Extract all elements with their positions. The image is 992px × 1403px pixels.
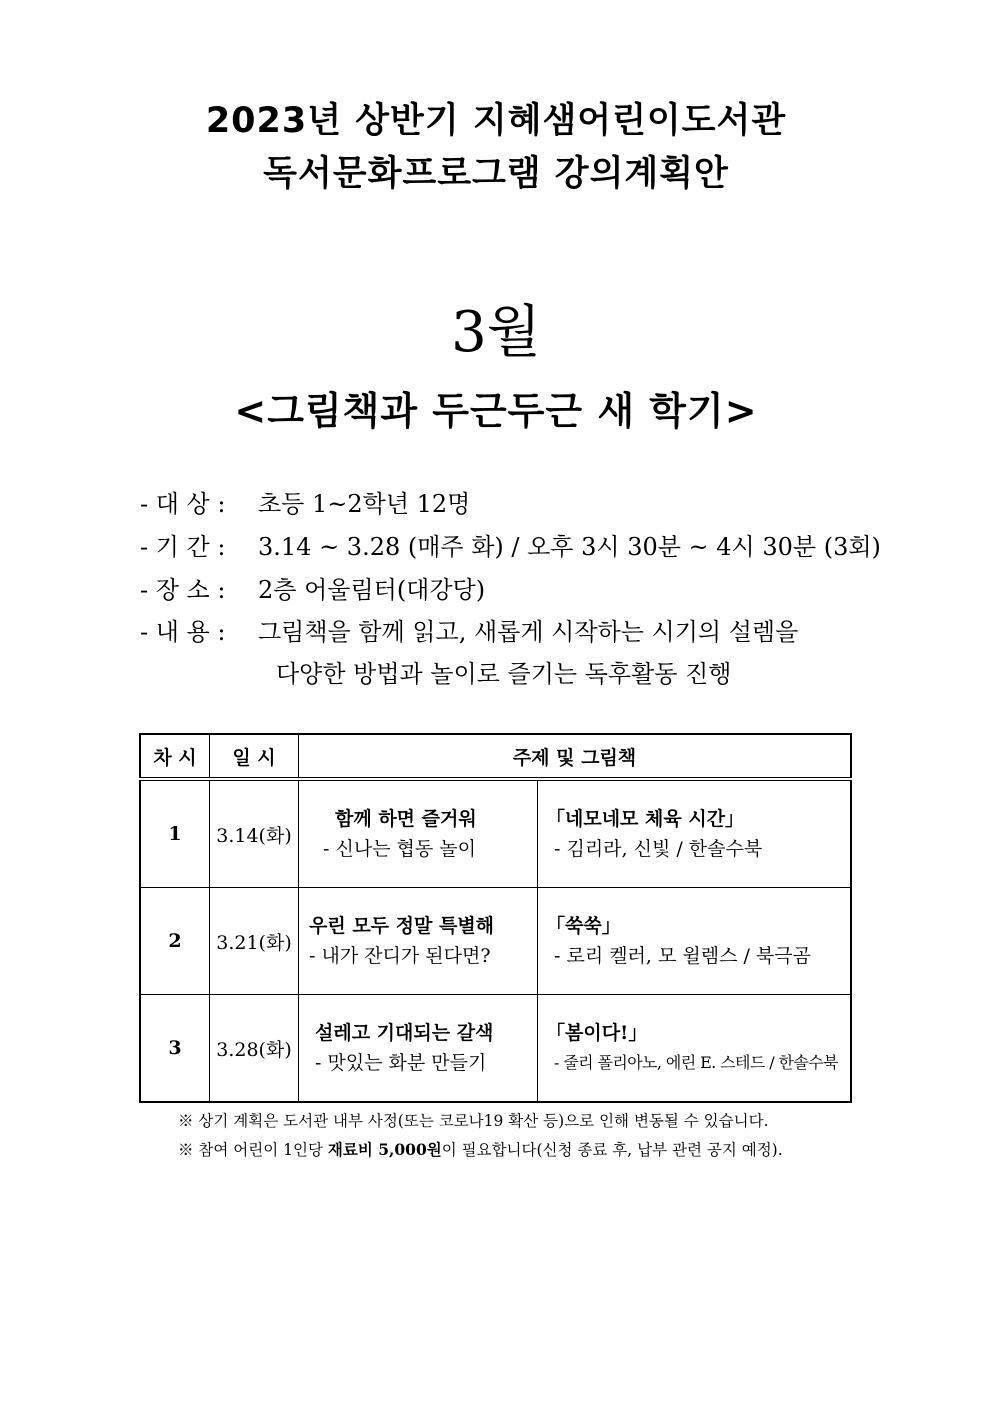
session-number: 3 [140, 995, 210, 1103]
session-topic [299, 779, 538, 888]
header-topic-book: 주제 및 그림책 [299, 734, 852, 779]
topic-activity: - 신나는 협동 놀이 [323, 838, 477, 860]
note-fee-suffix: 이 필요합니다(신청 종료 후, 납부 관련 공지 예정). [441, 1141, 783, 1159]
month-heading: 3월 [451, 300, 541, 365]
session-date: 3.14(화) [210, 779, 299, 888]
program-subtitle: <그림책과 두근두근 새 학기> [234, 389, 758, 433]
info-content-line2: 다양한 방법과 놀이로 즐기는 독후활동 진행 [276, 660, 732, 688]
session-book [538, 779, 852, 888]
book-author: - 줄리 폴리아노, 에린 E. 스테드 / 한솔수북 [554, 1053, 838, 1072]
info-place [140, 570, 485, 605]
info-target-value: 초등 1~2학년 12명 [258, 490, 471, 518]
info-content-label: - 내 용 : [140, 618, 226, 646]
topic-title: 함께 하면 즐거워 [335, 808, 477, 830]
note-fee-prefix: ※ 참여 어린이 1인당 [178, 1141, 328, 1159]
info-place-value: 2층 어울림터(대강당) [258, 576, 486, 604]
session-date: 3.21(화) [210, 888, 299, 995]
session-book [538, 995, 852, 1103]
info-period-label: - 기 간 : [140, 533, 226, 561]
info-place-label: - 장 소 : [140, 576, 226, 604]
topic-activity: - 내가 잔디가 된다면? [309, 945, 491, 967]
note-material-fee [178, 1138, 783, 1160]
session-date: 3.28(화) [210, 995, 299, 1103]
table-header-row [140, 734, 851, 779]
info-target-label: - 대 상 : [140, 490, 226, 518]
title-line-1: 2023년 상반기 지혜샘어린이도서관 [205, 101, 787, 141]
topic-activity: - 맛있는 화분 만들기 [315, 1052, 487, 1074]
note-schedule-change: ※ 상기 계획은 도서관 내부 사정(또는 코로나19 확산 등)으로 인해 변동될 수 있습니다. [178, 1112, 769, 1130]
header-date: 일 시 [210, 734, 299, 779]
table-row [140, 888, 851, 995]
book-title: 「봄이다!」 [546, 1022, 648, 1044]
table-row [140, 779, 851, 888]
info-period-value: 3.14 ~ 3.28 (매주 화) / 오후 3시 30분 ~ 4시 30분 (3회) [258, 533, 881, 561]
session-topic [299, 888, 538, 995]
schedule-table [139, 733, 852, 1103]
header-session: 차 시 [140, 734, 210, 779]
info-content [140, 612, 798, 647]
book-author: - 로리 켈러, 모 윌렘스 / 북극곰 [554, 945, 811, 967]
topic-title: 설레고 기대되는 갈색 [315, 1022, 494, 1044]
book-author: - 김리라, 신빛 / 한솔수북 [554, 838, 763, 860]
table-row [140, 995, 851, 1103]
session-topic [299, 995, 538, 1103]
info-target [140, 484, 470, 519]
note-fee-amount: 재료비 5,000원 [327, 1140, 442, 1159]
topic-title: 우린 모두 정말 특별해 [309, 915, 495, 937]
info-content-value-line1: 그림책을 함께 읽고, 새롭게 시작하는 시기의 설렘을 [258, 618, 799, 646]
info-period [140, 527, 881, 562]
book-title: 「쑥쑥」 [546, 915, 621, 937]
session-book [538, 888, 852, 995]
title-line-2: 독서문화프로그램 강의계획안 [263, 154, 729, 194]
session-number: 2 [140, 888, 210, 995]
session-number: 1 [140, 779, 210, 888]
book-title: 「네모네모 체육 시간」 [546, 808, 745, 830]
